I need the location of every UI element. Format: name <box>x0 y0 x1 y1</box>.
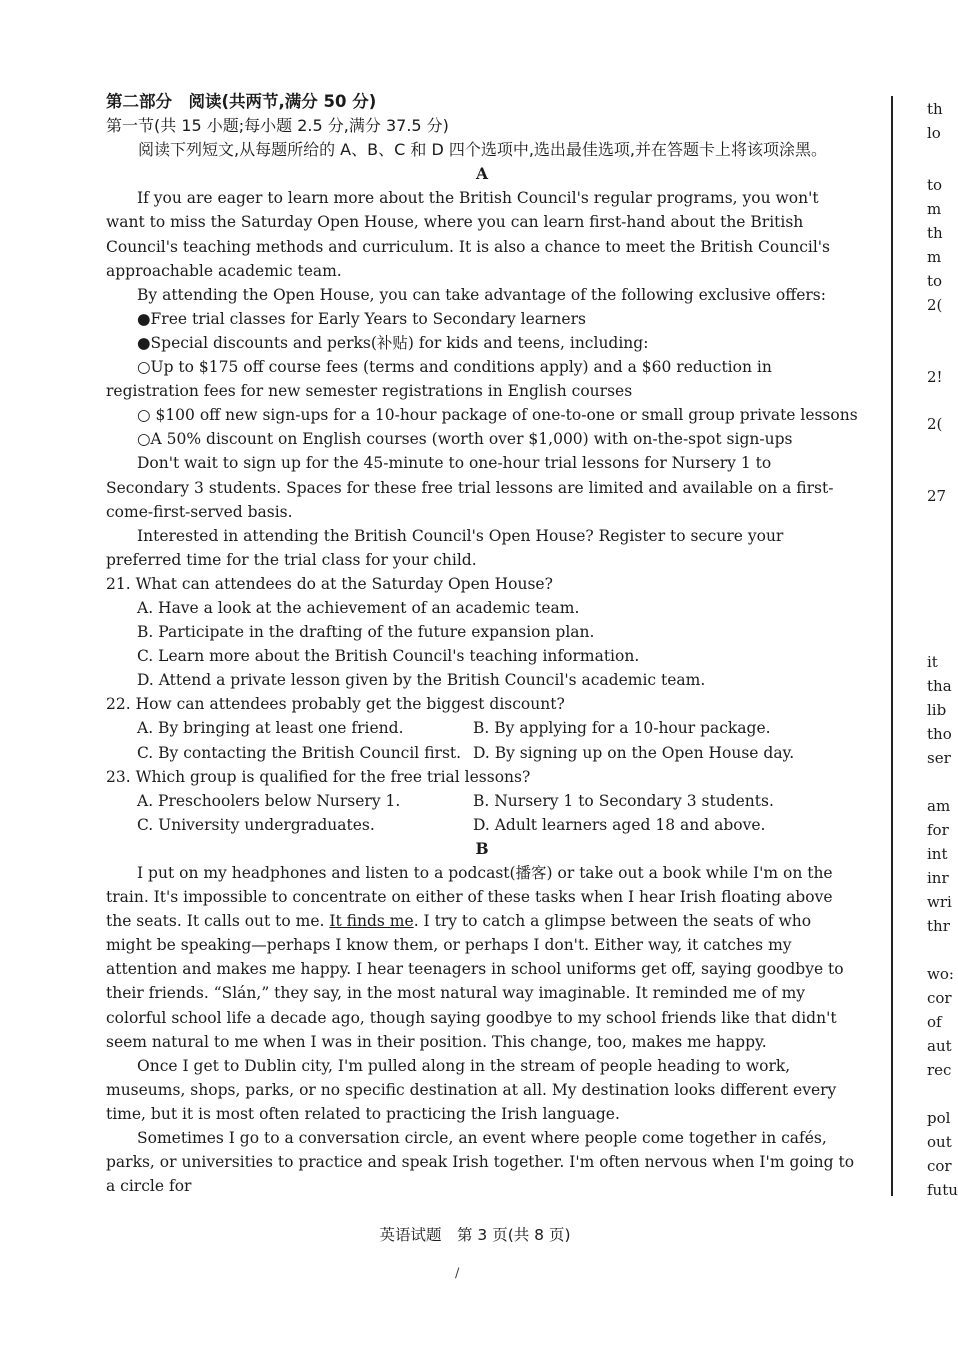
bleed-fragment: pol <box>927 1109 951 1127</box>
bleed-fragment: wo: <box>927 965 954 983</box>
option-b: B. Nursery 1 to Secondary 3 students. <box>473 791 774 810</box>
section-heading: 第一节(共 15 小题;每小题 2.5 分,满分 37.5 分) <box>106 116 449 136</box>
bleed-fragment: ser <box>927 749 951 767</box>
bleed-fragment: cor <box>927 1157 952 1175</box>
bleed-fragment: wri <box>927 893 952 911</box>
question-stem: 23. Which group is qualified for the free trial lessons? <box>106 767 531 786</box>
column-divider <box>891 96 893 1196</box>
passage-a-paragraph-3: Don't wait to sign up for the 45-minute to one-hour trial lessons for Nursery 1 to Secondary 3 students. Spaces for these free trial lessons are limited and available on a first-come-first-served basis. <box>106 454 834 521</box>
option-d: D. Attend a private lesson given by the British Council's academic team. <box>137 671 706 690</box>
bleed-fragment: futu <box>927 1181 958 1199</box>
bleed-fragment: int <box>927 845 948 863</box>
bleed-fragment: of <box>927 1013 942 1031</box>
bleed-fragment: th <box>927 224 943 242</box>
bleed-fragment: inr <box>927 869 949 887</box>
part-heading: 第二部分 阅读(共两节,满分 50 分) <box>106 92 377 111</box>
passage-b-text: I put on my headphones and listen to a podcast(播客) or take out a book while I'm on the train. It's impossible to concentrate on either of these tasks when I hear Irish floating above the seats. It calls out to me. <box>106 864 833 931</box>
bleed-fragment: aut <box>927 1037 952 1055</box>
offer-sub-2: ○ $100 off new sign-ups for a 10-hour package of one-to-one or small group private lessons <box>137 406 858 425</box>
question-22 <box>106 692 858 764</box>
question-23 <box>106 765 858 837</box>
question-stem: 22. How can attendees probably get the biggest discount? <box>106 695 565 714</box>
instruction: 阅读下列短文,从每题所给的 A、B、C 和 D 四个选项中,选出最佳选项,并在答题卡上将该项涂黑。 <box>138 140 828 160</box>
bleed-fragment: m <box>927 248 942 266</box>
passage-b-paragraph-1 <box>106 861 858 1054</box>
option-d: D. By signing up on the Open House day. <box>473 743 795 762</box>
question-21 <box>106 572 858 692</box>
offer-sub-3: ○A 50% discount on English courses (worth over $1,000) with on-the-spot sign-ups <box>137 430 793 449</box>
option-c: C. By contacting the British Council first. <box>137 743 462 762</box>
bleed-fragment: th <box>927 100 943 118</box>
offer-bullet-1: ●Free trial classes for Early Years to Secondary learners <box>137 309 586 328</box>
passage-a-paragraph-1: If you are eager to learn more about the British Council's regular programs, you won't want to miss the Saturday Open House, where you can learn first-hand about the British Council's teaching methods and curriculum. It is also a chance to meet the British Council's approachable academic team. <box>106 189 831 280</box>
bleed-fragment: 2( <box>927 296 943 314</box>
bleed-fragment: am <box>927 797 951 815</box>
bleed-fragment: tho <box>927 725 952 743</box>
bleed-fragment: tha <box>927 677 952 695</box>
passage-b-paragraph-2: Once I get to Dublin city, I'm pulled along in the stream of people heading to work, museums, shops, parks, or no specific destination at all. My destination looks different every time, but it is most often related to practicing the Irish language. <box>106 1056 837 1123</box>
bleed-fragment: lib <box>927 701 947 719</box>
passage-a-paragraph-4: Interested in attending the British Council's Open House? Register to secure your preferred time for the trial class for your child. <box>106 526 784 569</box>
passage-b-paragraph-3: Sometimes I go to a conversation circle, an event where people come together in cafés, parks, or universities to practice and speak Irish together. I'm often nervous when I'm going to a circle for <box>106 1129 855 1196</box>
bleed-fragment: out <box>927 1133 952 1151</box>
passage-a-label: A <box>475 164 489 184</box>
option-d: D. Adult learners aged 18 and above. <box>473 815 766 834</box>
page-footer: 英语试题 第 3 页(共 8 页) <box>379 1226 571 1244</box>
bleed-fragment: rec <box>927 1061 952 1079</box>
bleed-fragment: m <box>927 200 942 218</box>
bleed-fragment: for <box>927 821 949 839</box>
options-row <box>106 789 858 813</box>
offer-sub-1: ○Up to $175 off course fees (terms and conditions apply) and a $60 reduction in registration fees for new semester registrations in English courses <box>106 358 772 401</box>
bleed-fragment: thr <box>927 917 950 935</box>
passage-b-label: B <box>475 838 489 858</box>
option-a: A. By bringing at least one friend. <box>137 719 404 738</box>
options-row <box>106 813 858 837</box>
passage-b-text: . I try to catch a glimpse between the seats of who might be speaking—perhaps I know them, or perhaps I don't. Either way, it catches my attention and makes me happy. I hear teenagers in school uniforms get off, saying goodbye to their friends. “Slán,” they say, in the most natural way imaginable. It reminded me of my colorful school life a decade ago, though saying goodbye to my school friends like that didn't seem natural to me when I was in their position. This change, too, makes me happy. <box>106 912 844 1051</box>
option-b: B. By applying for a 10-hour package. <box>473 719 771 738</box>
bleed-fragment: cor <box>927 989 952 1007</box>
offer-bullet-2: ●Special discounts and perks(补贴) for kids and teens, including: <box>137 333 649 352</box>
bleed-fragment: it <box>927 653 938 671</box>
scan-mark: / <box>455 1266 460 1281</box>
underlined-phrase: It finds me <box>329 912 414 931</box>
bleed-fragment: 27 <box>927 487 947 505</box>
bleed-fragment: lo <box>927 124 941 142</box>
option-b: B. Participate in the drafting of the future expansion plan. <box>137 623 595 642</box>
option-c: C. University undergraduates. <box>137 815 375 834</box>
question-stem: 21. What can attendees do at the Saturday Open House? <box>106 574 553 593</box>
bleed-fragment: 2! <box>927 368 943 386</box>
options-row <box>106 716 858 740</box>
next-page-bleed <box>927 0 958 1345</box>
bleed-fragment: 2( <box>927 415 943 433</box>
bleed-fragment: to <box>927 176 943 194</box>
option-a: A. Preschoolers below Nursery 1. <box>137 791 401 810</box>
bleed-fragment: to <box>927 272 943 290</box>
passage-a-paragraph-2: By attending the Open House, you can take advantage of the following exclusive offers: <box>137 285 826 304</box>
option-c: C. Learn more about the British Council's teaching information. <box>137 647 640 666</box>
option-a: A. Have a look at the achievement of an academic team. <box>137 598 580 617</box>
main-column <box>106 90 858 1198</box>
options-row <box>106 741 858 765</box>
